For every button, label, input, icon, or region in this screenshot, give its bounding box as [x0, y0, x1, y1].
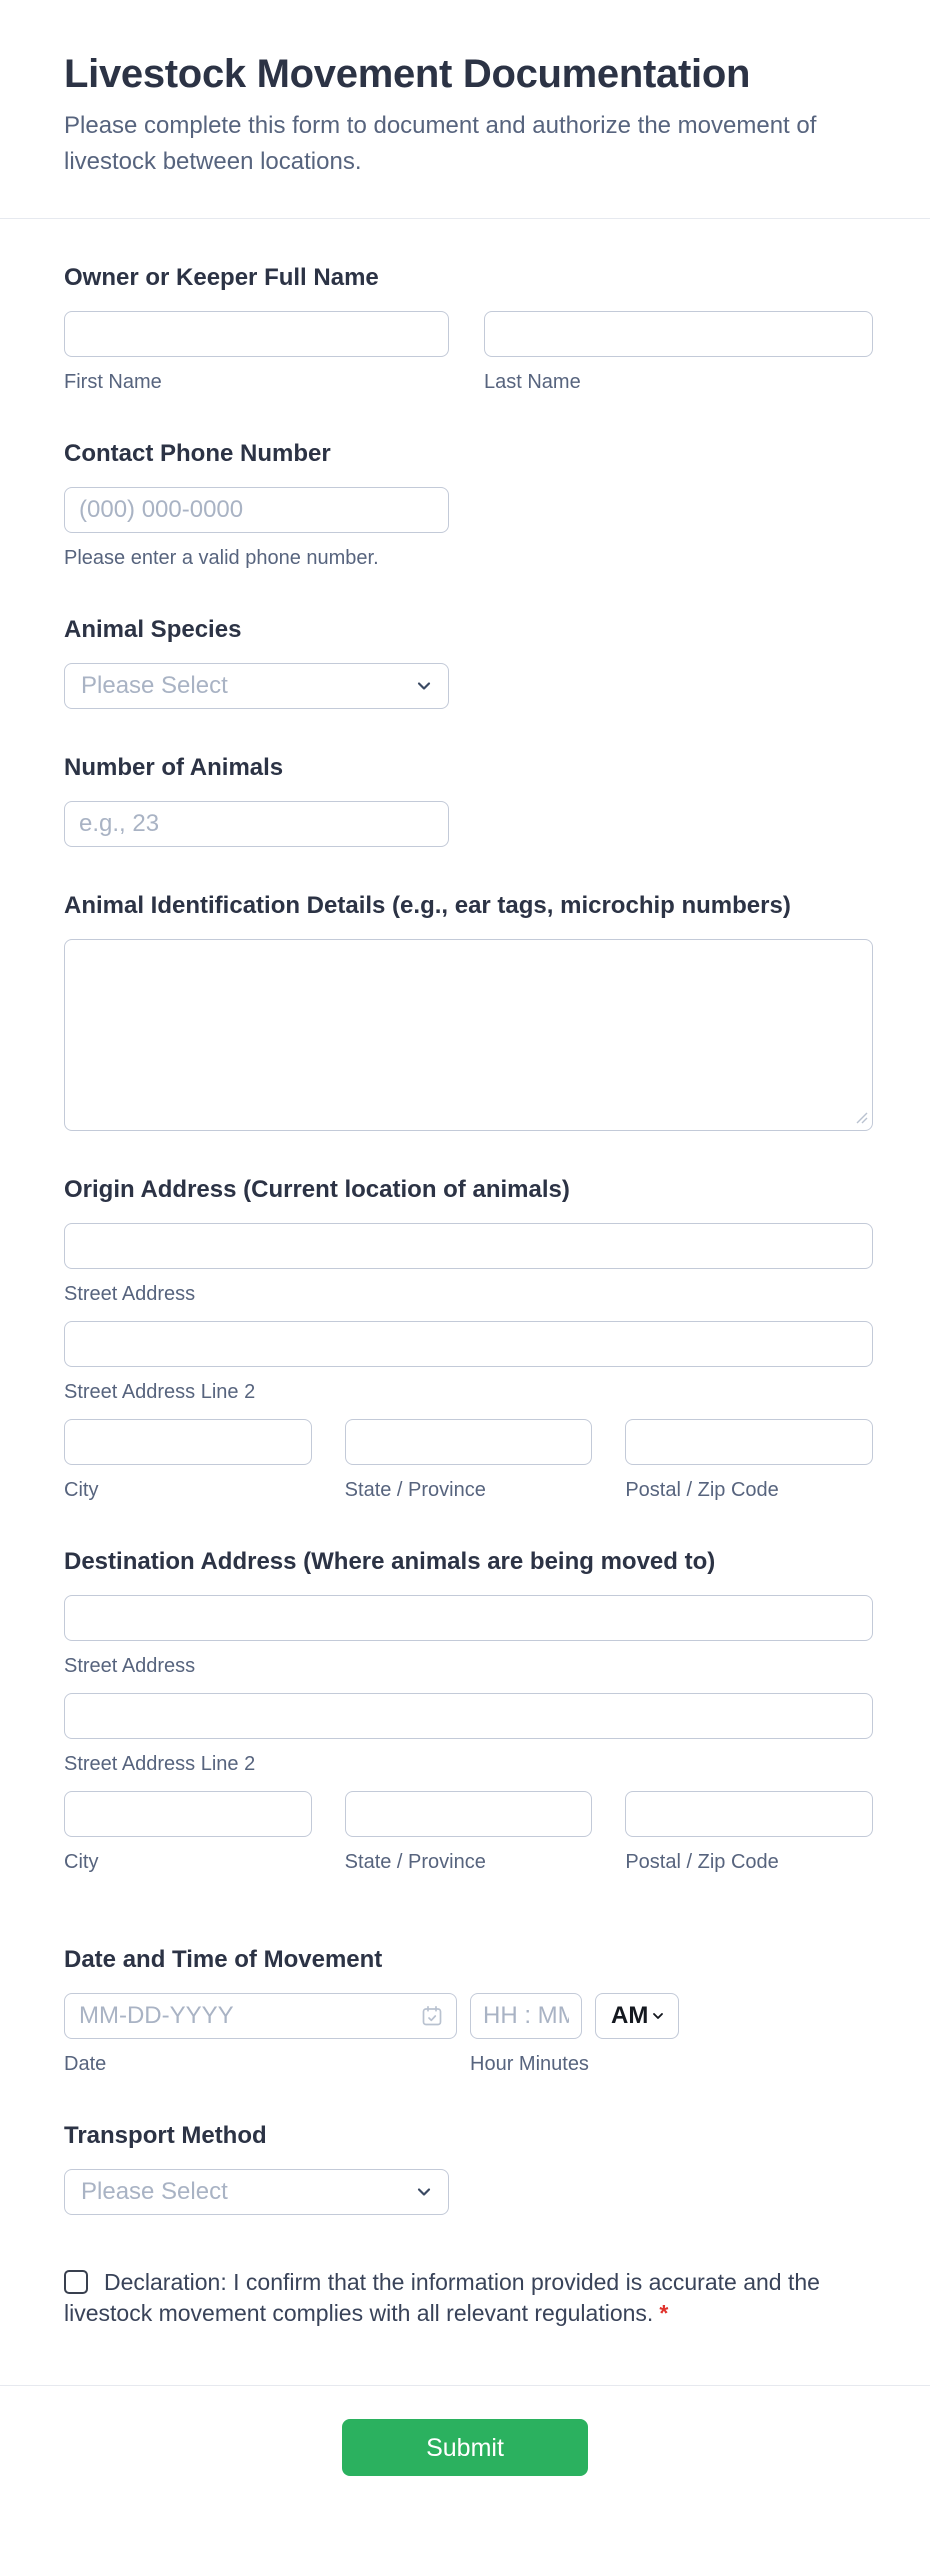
time-sublabel: Hour Minutes	[470, 2053, 589, 2075]
ampm-value: AM	[611, 2002, 649, 2029]
question-owner-name	[64, 263, 873, 395]
destination-street-input[interactable]	[64, 1595, 873, 1641]
destination-address-label: Destination Address (Where animals are being moved to)	[64, 1548, 716, 1575]
question-datetime	[64, 1945, 873, 2077]
destination-postal-sublabel: Postal / Zip Code	[625, 1851, 779, 1873]
identification-textarea[interactable]	[64, 939, 873, 1131]
origin-city-sublabel: City	[64, 1479, 99, 1501]
last-name-field	[484, 311, 873, 395]
form-body	[0, 263, 930, 2329]
declaration-text: Declaration: I confirm that the information provided is accurate and the livestock movement complies with all relevant regulations.	[64, 2269, 820, 2326]
destination-street-sublabel: Street Address	[64, 1655, 196, 1677]
chevron-down-icon	[414, 2182, 434, 2202]
destination-city-field	[64, 1791, 312, 1875]
origin-postal-sublabel: Postal / Zip Code	[625, 1479, 779, 1501]
phone-helper-text: Please enter a valid phone number.	[64, 547, 379, 569]
destination-street2-input[interactable]	[64, 1693, 873, 1739]
ampm-select[interactable]	[595, 1993, 679, 2039]
question-animal-count	[64, 753, 873, 847]
origin-street2-input[interactable]	[64, 1321, 873, 1367]
destination-postal-input[interactable]	[625, 1791, 873, 1837]
phone-input[interactable]	[64, 487, 449, 533]
destination-postal-field	[625, 1791, 873, 1875]
declaration-field	[64, 2269, 820, 2326]
question-origin-address	[64, 1175, 873, 1503]
page-title: Livestock Movement Documentation	[64, 52, 751, 96]
destination-city-sublabel: City	[64, 1851, 99, 1873]
date-sublabel: Date	[64, 2053, 107, 2075]
submit-button[interactable]: Submit Documentation	[342, 2419, 588, 2476]
destination-city-input[interactable]	[64, 1791, 312, 1837]
question-identification	[64, 891, 873, 1131]
first-name-input[interactable]	[64, 311, 449, 357]
destination-state-input[interactable]	[345, 1791, 593, 1837]
last-name-sublabel: Last Name	[484, 371, 581, 393]
animal-count-label: Number of Animals	[64, 754, 284, 781]
question-destination-address	[64, 1547, 873, 1875]
origin-street2-field	[64, 1321, 873, 1405]
origin-postal-input[interactable]	[625, 1419, 873, 1465]
destination-street2-sublabel: Street Address Line 2	[64, 1753, 256, 1775]
identification-label: Animal Identification Details (e.g., ear tags, microchip numbers)	[64, 892, 791, 919]
origin-city-input[interactable]	[64, 1419, 312, 1465]
destination-street-field	[64, 1595, 873, 1679]
origin-street-input[interactable]	[64, 1223, 873, 1269]
required-asterisk: *	[659, 2300, 669, 2326]
question-declaration	[64, 2267, 873, 2329]
animal-species-placeholder: Please Select	[81, 672, 228, 699]
question-transport	[64, 2121, 873, 2215]
last-name-input[interactable]	[484, 311, 873, 357]
origin-state-sublabel: State / Province	[344, 1479, 486, 1501]
owner-name-label: Owner or Keeper Full Name	[64, 264, 379, 291]
origin-street2-sublabel: Street Address Line 2	[64, 1381, 256, 1403]
origin-state-field	[345, 1419, 593, 1503]
date-input[interactable]	[64, 1993, 457, 2039]
transport-select[interactable]	[64, 2169, 449, 2215]
identification-textarea-wrap	[64, 939, 873, 1131]
destination-state-sublabel: State / Province	[344, 1851, 486, 1873]
page-subtitle: Please complete this form to document and authorize the movement of livestock between locations.	[64, 112, 817, 175]
first-name-sublabel: First Name	[64, 371, 162, 393]
declaration-checkbox[interactable]	[64, 2270, 88, 2294]
chevron-down-icon	[650, 2008, 666, 2024]
question-animal-species	[64, 615, 873, 709]
animal-species-label: Animal Species	[64, 616, 242, 643]
destination-state-field	[345, 1791, 593, 1875]
chevron-down-icon	[414, 676, 434, 696]
date-field	[64, 1993, 457, 2039]
transport-placeholder: Please Select	[81, 2178, 228, 2205]
destination-street2-field	[64, 1693, 873, 1777]
form-header	[0, 0, 930, 219]
origin-street-field	[64, 1223, 873, 1307]
origin-address-label: Origin Address (Current location of animals)	[64, 1176, 570, 1203]
form-footer	[0, 2386, 930, 2570]
animal-species-select[interactable]	[64, 663, 449, 709]
transport-label: Transport Method	[64, 2122, 267, 2149]
origin-state-input[interactable]	[345, 1419, 593, 1465]
origin-postal-field	[625, 1419, 873, 1503]
datetime-label: Date and Time of Movement	[64, 1946, 383, 1973]
question-phone	[64, 439, 873, 571]
animal-count-input[interactable]	[64, 801, 449, 847]
phone-label: Contact Phone Number	[64, 440, 331, 467]
first-name-field	[64, 311, 449, 395]
origin-street-sublabel: Street Address	[64, 1283, 196, 1305]
origin-city-field	[64, 1419, 312, 1503]
time-input[interactable]	[470, 1993, 582, 2039]
